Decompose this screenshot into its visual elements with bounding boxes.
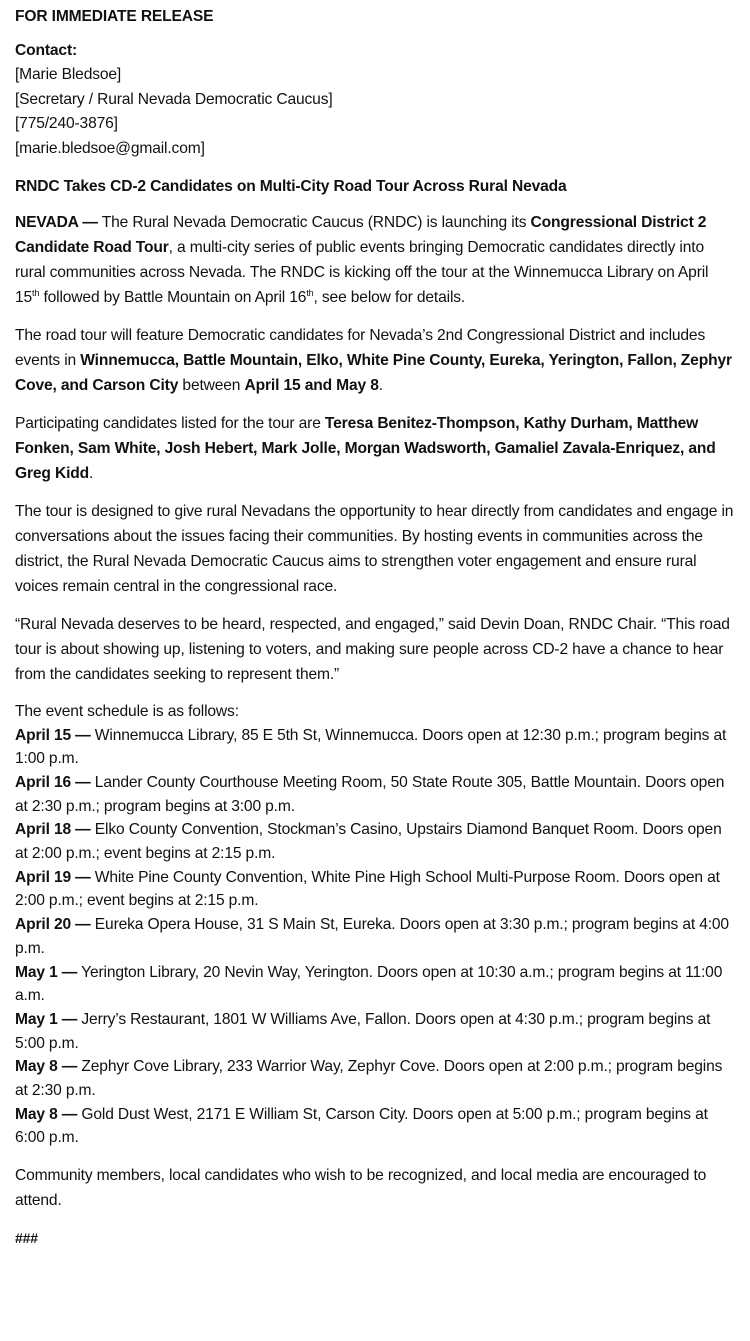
- event-details: White Pine County Convention, White Pine High School Multi-Purpose Room. Doors open at 2:00 p.m.; event begins at 2:15 p.m.: [15, 868, 720, 910]
- event-date: April 16 —: [15, 773, 91, 791]
- schedule-item: [15, 866, 735, 913]
- contact-block: [15, 39, 735, 161]
- event-date: April 19 —: [15, 868, 91, 886]
- dateline: NEVADA —: [15, 214, 98, 231]
- city-list: Winnemucca, Battle Mountain, Elko, White Pine County, Eureka, Yerington, Fallon, Zephyr Cove, and Carson City: [15, 352, 732, 394]
- schedule-item: [15, 961, 735, 1008]
- schedule-item: [15, 771, 735, 818]
- intro-paragraph: NEVADA — The Rural Nevada Democratic Caucus (RNDC) is launching its Congressional District 2 Candidate Road Tour, a multi-city series of public events bringing Democratic candidates directly into rural communities across Nevada. The RNDC is kicking off the tour at the Winnemucca Library on April 15th followed by Battle Mountain on April 16th, see below for details.: [15, 214, 709, 306]
- event-details: Jerry’s Restaurant, 1801 W Williams Ave, Fallon. Doors open at 4:30 p.m.; program begins at 5:00 p.m.: [15, 1010, 711, 1052]
- contact-label: Contact:: [15, 42, 78, 59]
- closing-paragraph: Community members, local candidates who wish to be recognized, and local media are encouraged to attend.: [15, 1167, 707, 1210]
- candidates-paragraph: Participating candidates listed for the tour are Teresa Benitez-Thompson, Kathy Durham, Matthew Fonken, Sam White, Josh Hebert, Mark Jolle, Morgan Wadsworth, Gamaliel Zavala-Enriquez, and Greg Kidd.: [15, 415, 716, 482]
- event-schedule: [15, 700, 735, 1150]
- purpose-paragraph: The tour is designed to give rural Nevadans the opportunity to hear directly from candidates and engage in conversations about the issues facing their communities. By hosting events in communities across the district, the Rural Nevada Democratic Caucus aims to strengthen voter engagement and ensure rural voices remain central in the congressional race.: [15, 503, 734, 595]
- schedule-item: [15, 724, 735, 771]
- event-details: Eureka Opera House, 31 S Main St, Eureka. Doors open at 3:30 p.m.; program begins at 4:00 p.m.: [15, 916, 729, 957]
- event-date: April 15 —: [15, 726, 91, 744]
- end-mark: ###: [15, 1230, 38, 1247]
- release-label: FOR IMMEDIATE RELEASE: [15, 8, 214, 25]
- contact-name: [Marie Bledsoe]: [15, 66, 122, 83]
- event-date: April 20 —: [15, 916, 91, 934]
- event-details: Winnemucca Library, 85 E 5th St, Winnemucca. Doors open at 12:30 p.m.; program begins at 1:00 p.m.: [15, 726, 727, 768]
- schedule-item: [15, 1008, 735, 1055]
- event-details: Yerington Library, 20 Nevin Way, Yerington. Doors open at 10:30 a.m.; program begins at 11:00 a.m.: [15, 963, 723, 1005]
- cities-paragraph: The road tour will feature Democratic candidates for Nevada’s 2nd Congressional District and includes events in Winnemucca, Battle Mountain, Elko, White Pine County, Eureka, Yerington, Fallon, Zephyr Cove, and Carson City between April 15 and May 8.: [15, 327, 732, 394]
- event-details: Lander County Courthouse Meeting Room, 50 State Route 305, Battle Mountain. Doors open at 2:30 p.m.; program begins at 3:00 p.m.: [15, 773, 725, 815]
- contact-email: [marie.bledsoe@gmail.com]: [15, 139, 205, 157]
- schedule-item: [15, 818, 735, 865]
- headline: RNDC Takes CD-2 Candidates on Multi-City Road Tour Across Rural Nevada: [15, 178, 567, 195]
- quote-paragraph: “Rural Nevada deserves to be heard, respected, and engaged,” said Devin Doan, RNDC Chair. “This road tour is about showing up, listening to voters, and making sure people across CD-2 have a chance to hear from the candidates seeking to represent them.”: [15, 616, 730, 683]
- schedule-item: [15, 1103, 735, 1150]
- date-range: April 15 and May 8: [244, 377, 379, 394]
- contact-title: [Secretary / Rural Nevada Democratic Caucus]: [15, 90, 333, 108]
- tour-name: Congressional District 2 Candidate Road Tour: [15, 214, 707, 256]
- candidate-list: Teresa Benitez-Thompson, Kathy Durham, Matthew Fonken, Sam White, Josh Hebert, Mark Jolle, Morgan Wadsworth, Gamaliel Zavala-Enriquez, and Greg Kidd: [15, 415, 716, 482]
- schedule-intro: The event schedule is as follows:: [15, 703, 239, 720]
- contact-phone: [775/240-3876]: [15, 115, 118, 132]
- event-date: May 1 —: [15, 963, 78, 981]
- schedule-item: [15, 1055, 735, 1102]
- event-details: Gold Dust West, 2171 E William St, Carson City. Doors open at 5:00 p.m.; program begins at 6:00 p.m.: [15, 1105, 708, 1147]
- schedule-item: [15, 913, 735, 960]
- event-details: Elko County Convention, Stockman’s Casino, Upstairs Diamond Banquet Room. Doors open at 2:00 p.m.; event begins at 2:15 p.m.: [15, 821, 722, 863]
- event-date: April 18 —: [15, 821, 91, 839]
- event-date: May 8 —: [15, 1105, 78, 1123]
- event-date: May 1 —: [15, 1010, 78, 1028]
- event-details: Zephyr Cove Library, 233 Warrior Way, Zephyr Cove. Doors open at 2:00 p.m.; program begins at 2:30 p.m.: [15, 1058, 723, 1100]
- event-date: May 8 —: [15, 1058, 78, 1076]
